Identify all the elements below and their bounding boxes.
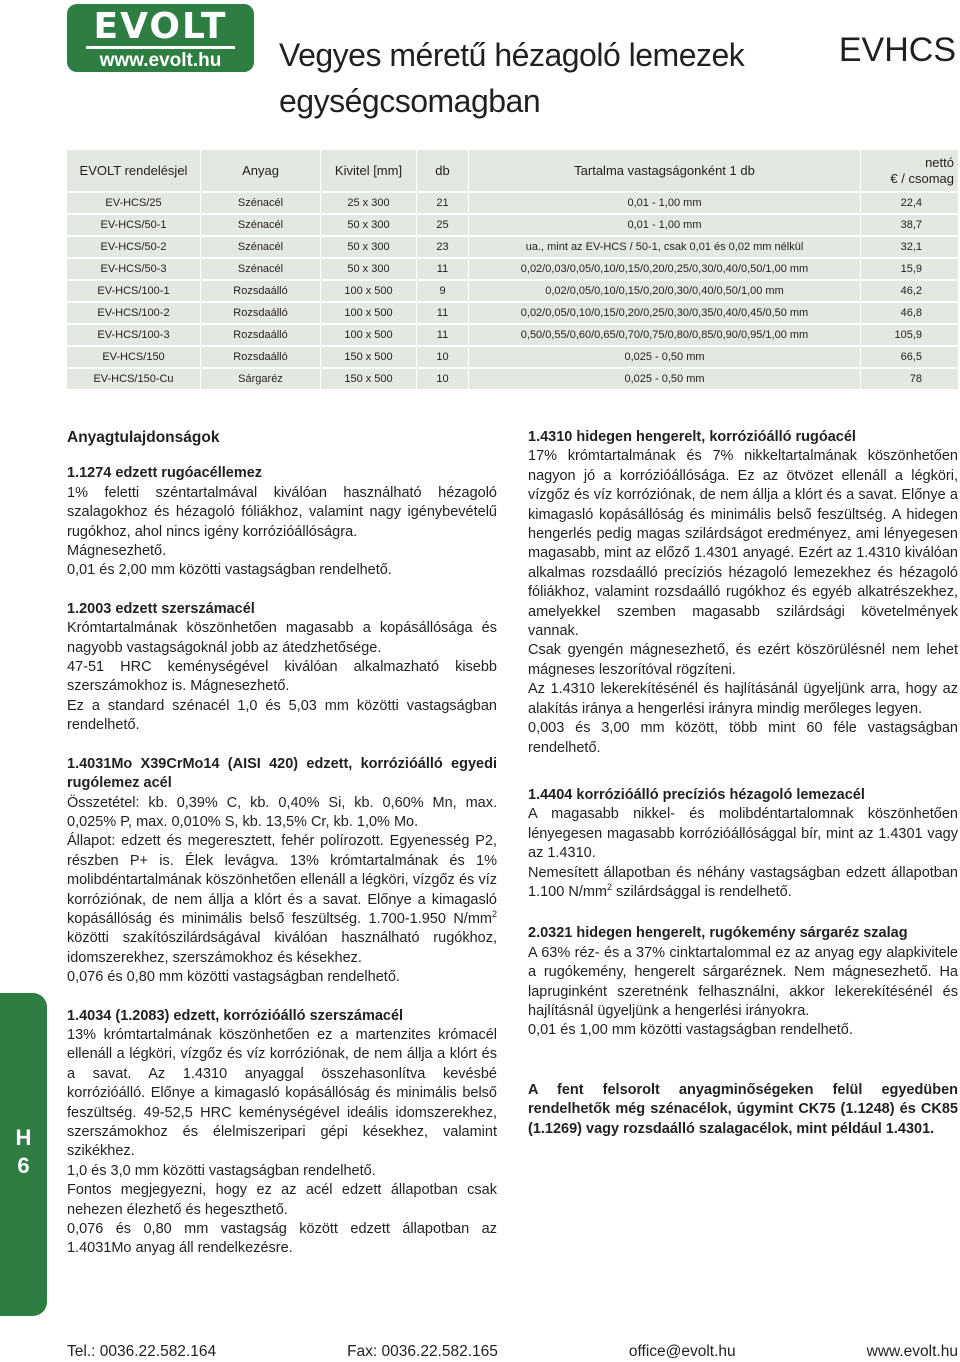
header-price-line-1: nettó: [925, 154, 954, 170]
chapter-letter: H: [15, 1125, 32, 1150]
material-4034-alt: 0,076 és 0,80 mm vastagság között edzett állapotban az 1.4031Mo anyag áll rendelkezésre.: [67, 1221, 497, 1257]
cell-material: Szénacél: [200, 259, 320, 281]
footer-fax: Fax: 0036.22.582.165: [347, 1343, 498, 1360]
material-1274-title: 1.1274 edzett rugóacéllemez: [67, 465, 263, 482]
cell-quantity: 25: [416, 215, 468, 237]
material-4404-sup: 2: [606, 882, 612, 893]
material-4404-state: [528, 864, 958, 903]
cell-price: 66,5: [860, 347, 958, 369]
material-4031-state-text: Állapot: edzett és megeresztett, fehér polírozott. Egyenesség P2, részben P+ is. Élek levágva. 13% krómtartalmának és 1% molibdéntartalmának köszönhetően ellenáll a légköri, vízgőz és víz korróziónak, de nem állja a klórt és a savat. Előnye a kimagasló kopásállóság és minimális belső feszültség. 1.700-1.950 N/mm: [67, 833, 497, 927]
material-2003-title: 1.2003 edzett szerszámacél: [67, 600, 255, 617]
cell-material: Szénacél: [200, 215, 320, 237]
cell-quantity: 11: [416, 325, 468, 347]
cell-quantity: 10: [416, 369, 468, 389]
material-2003-thickness: Ez a standard szénacél 1,0 és 5,03 mm közötti vastagságban rendelhető.: [67, 697, 497, 734]
cell-dimensions: 100 x 500: [320, 325, 416, 347]
table-row: [67, 281, 958, 303]
cell-order-code: EV-HCS/50-1: [67, 215, 200, 237]
cell-order-code: EV-HCS/100-2: [67, 303, 200, 325]
cell-quantity: 9: [416, 281, 468, 303]
material-4310-magnetic: Csak gyengén mágnesezhető, és ezért köszörülésnél nem lehet mágneses leszorítóval rögzíteni.: [528, 642, 958, 678]
cell-quantity: 23: [416, 237, 468, 259]
material-4404-state-text: Nemesített állapotban és néhány vastagságban edzett állapotban 1.100 N/mm: [528, 864, 958, 900]
evolt-logo: [67, 4, 254, 72]
material-2003-hardness: 47-51 HRC keménységével kiválóan alkalmazható kisebb szerszámokhoz is. Mágnesezhető.: [67, 659, 497, 695]
cell-material: Rozsdaálló: [200, 281, 320, 303]
cell-order-code: EV-HCS/50-2: [67, 237, 200, 259]
cell-order-code: EV-HCS/150-Cu: [93, 373, 174, 385]
table-header-row: [67, 150, 958, 193]
chapter-tab: [0, 993, 47, 1316]
header-quantity: db: [416, 150, 468, 193]
material-0321-title: 2.0321 hidegen hengerelt, rugókemény sárgaréz szalag: [528, 925, 908, 942]
cell-dimensions: 150 x 500: [320, 347, 416, 369]
cell-contents: 0,01 - 1,00 mm: [468, 193, 860, 215]
table-row: [67, 325, 958, 347]
cell-material: Rozsdaálló: [200, 347, 320, 369]
cell-quantity: 11: [416, 303, 468, 325]
cell-material: Rozsdaálló: [200, 325, 320, 347]
table-row: [67, 303, 958, 325]
material-4031-title: 1.4031Mo X39CrMo14 (AISI 420) edzett, korrózióálló egyedi rugólemez acél: [67, 755, 497, 792]
cell-order-code: EV-HCS/25: [67, 193, 200, 215]
cell-price: 78: [860, 369, 958, 389]
cell-price: 15,9: [860, 259, 958, 281]
table-row: [67, 259, 958, 281]
cell-order-code: EV-HCS/100-3: [67, 325, 200, 347]
material-4031-state: [67, 832, 497, 968]
table-row: [67, 193, 958, 215]
right-column: [528, 428, 958, 1139]
cell-dimensions: 100 x 500: [320, 303, 416, 325]
cell-price: 105,9: [860, 325, 958, 347]
material-4310-bending: Az 1.4310 lekerekítésénél és hajlításánál ügyeljünk arra, hogy az alakítás iránya a hengerlési irányra mindig merőleges legyen.: [528, 681, 958, 717]
header-order-code: EVOLT rendelésjel: [67, 150, 200, 193]
material-4034-title: 1.4034 (1.2083) edzett, korrózióálló szerszámacél: [67, 1007, 404, 1024]
cell-price: 46,8: [860, 303, 958, 325]
cell-price: 32,1: [860, 237, 958, 259]
cell-dimensions: 50 x 300: [320, 215, 416, 237]
material-4404-title: 1.4404 korrózióálló precíziós hézagoló lemezacél: [528, 786, 865, 803]
cell-dimensions: 100 x 500: [320, 281, 416, 303]
table-row: [67, 347, 958, 369]
cell-material: Szénacél: [200, 237, 320, 259]
logo-url: www.evolt.hu: [99, 50, 222, 71]
cell-material: Rozsdaálló: [200, 303, 320, 325]
cell-material: Szénacél: [200, 193, 320, 215]
material-4031-state-text-2: közötti szakítószilárdságával kiválóan használható rugókhoz, idomszerekhez, szerszámokhoz és késekhez.: [67, 930, 497, 966]
table-row: [67, 369, 958, 389]
cell-price: 38,7: [860, 215, 958, 237]
material-4404-body: A magasabb nikkel- és molibdéntartalomnak köszönhetően lényegesen magasabb korrózióállósággal bír, mint az 1.4301 vagy az 1.4310.: [528, 806, 958, 862]
header-dimensions: Kivitel [mm]: [320, 150, 416, 193]
material-4310-title: 1.4310 hidegen hengerelt, korrózióálló rugóacél: [528, 429, 856, 445]
header-price: [860, 150, 958, 193]
cell-contents: 0,50/0,55/0,60/0,65/0,70/0,75/0,80/0,85/0,90/0,95/1,00 mm: [468, 325, 860, 347]
page-title-line-1: Vegyes méretű hézagoló lemezek: [279, 37, 745, 73]
cell-material: Sárgaréz: [200, 369, 320, 389]
cell-price: 22,4: [860, 193, 958, 215]
table-row: [67, 215, 958, 237]
left-column: [67, 428, 497, 1259]
header-contents: Tartalma vastagságonként 1 db: [468, 150, 860, 193]
material-4310-thickness: 0,003 és 3,00 mm között, több mint 60 féle vastagságban rendelhető.: [528, 720, 958, 756]
footer: [67, 1343, 958, 1361]
cell-price: 46,2: [860, 281, 958, 303]
cell-order-code: EV-HCS/150: [67, 347, 200, 369]
material-1274-magnetic: Mágnesezhető.: [67, 543, 167, 560]
material-0321-thickness: 0,01 és 1,00 mm közötti vastagságban rendelhető.: [528, 1022, 853, 1039]
footer-phone: Tel.: 0036.22.582.164: [67, 1343, 217, 1360]
chapter-number: 6: [17, 1153, 30, 1178]
material-4031-sup: 2: [491, 909, 497, 920]
cell-dimensions: 50 x 300: [320, 237, 416, 259]
section-heading: Anyagtulajdonságok: [67, 429, 220, 446]
material-4034-note: Fontos megjegyezni, hogy ez az acél edzett állapotban csak nehezen élezhető és hegeszthető.: [67, 1182, 497, 1218]
material-4310-body: 17% krómtartalmának és 7% nikkeltartalmának köszönhetően nagyon jó a korrózióállósága. Ez az ötvözet ellenáll a légköri, vízgőz és víz korróziónak, de nem állja a klórt és a savat. Előnye a kimagasló kopásállóság és minimális belső feszültség. A hidegen hengerlés pedig magas szilárdságot eredményez, ami lényegesen magasabb, mint az előző 1.4301 anyagé. Ezért az 1.4310 kiválóan alkalmas rozsdaálló precíziós hézagoló lemezekhez és hézagoló fóliákhoz, valamint rozsdaálló rugókhoz és egyéb alkatrészekhez, amelyekkel szemben magasabb szilárdsági követelmények vannak.: [528, 448, 958, 640]
cell-order-code: EV-HCS/50-3: [67, 259, 200, 281]
logo-name: EVOLT: [86, 8, 236, 49]
header-price-line-2: € / csomag: [890, 170, 954, 186]
header-material: Anyag: [200, 150, 320, 193]
material-4031-composition: Összetétel: kb. 0,39% C, kb. 0,40% Si, kb. 0,60% Mn, max. 0,025% P, max. 0,010% S, kb. 13,5% Cr, kb. 1,0% Mo.: [67, 794, 497, 830]
material-4034-thickness: 1,0 és 3,0 mm közötti vastagságban rendelhető.: [67, 1162, 376, 1179]
cell-contents: 0,02/0,05/0,10/0,15/0,20/0,25/0,30/0,35/0,40/0,45/0,50 mm: [468, 303, 860, 325]
material-1274-body: 1% feletti széntartalmával kiválóan használható hézagoló szalagokhoz és hézagoló fóliákhoz, valamint nagy igénybevételű rugókhoz, ahol nincs igény korrózióállóságra.: [67, 484, 497, 540]
footer-website[interactable]: www.evolt.hu: [866, 1343, 958, 1360]
cell-quantity: 11: [416, 259, 468, 281]
product-code: EVHCS: [838, 31, 956, 69]
page-title: [279, 32, 799, 124]
cell-contents: 0,02/0,05/0,10/0,15/0,20/0,30/0,40/0,50/1,00 mm: [468, 281, 860, 303]
cell-dimensions: 50 x 300: [320, 259, 416, 281]
material-4404-state-text-2: szilárdsággal is rendelhető.: [612, 883, 792, 900]
cell-contents: ua., mint az EV-HCS / 50-1, csak 0,01 és 0,02 mm nélkül: [468, 237, 860, 259]
cell-quantity: 21: [416, 193, 468, 215]
cell-contents: 0,025 - 0,50 mm: [468, 369, 860, 389]
cell-quantity: 10: [416, 347, 468, 369]
table-row: [67, 237, 958, 259]
cell-contents: 0,025 - 0,50 mm: [468, 347, 860, 369]
material-2003-body: Krómtartalmának köszönhetően magasabb a kopásállósága és nagyobb vastagságoknál jobb az átedzhetősége.: [67, 620, 497, 656]
product-table: [67, 150, 958, 389]
material-1274-thickness: 0,01 és 2,00 mm közötti vastagságban rendelhető.: [67, 562, 392, 579]
cell-order-code: EV-HCS/100-1: [67, 281, 200, 303]
material-4031-thickness: 0,076 és 0,80 mm közötti vastagságban rendelhető.: [67, 969, 400, 986]
custom-order-note: A fent felsorolt anyagminőségeken felül egyedüben rendelhetők még szénacélok, úgymint CK75 (1.1248) és CK85 (1.1269) vagy rozsdaálló szalagacélok, mint például 1.4301.: [528, 1081, 958, 1137]
cell-dimensions: 25 x 300: [320, 193, 416, 215]
material-0321-body: A 63% réz- és a 37% cinktartalommal ez az anyag egy alapkivitele a rugókemény, hengerelt sárgaréznek. Nem mágnesezhető. Ha lapruginként szeretnénk felhasználni, akkor lekerekítésénél és hajlításnál ügyeljünk a hengerlési irányokra.: [528, 944, 958, 1019]
footer-email[interactable]: office@evolt.hu: [628, 1343, 736, 1360]
material-4034-body: 13% krómtartalmának köszönhetően ez a martenzites krómacél ellenáll a légköri, vízgőz és víz korróziónak, de nem állja a klórt és a savat. Az 1.4310 anyaggal összehasonlítva kevésbé korrózióálló. Előnye a kimagasló kopásállóság és minimális belső feszültség. 49-52,5 HRC keménységével ideális idomszerekhez, szerszámokhoz és élelmiszeripari gépi késekhez, valamint szikékhez.: [67, 1026, 497, 1160]
cell-contents: 0,02/0,03/0,05/0,10/0,15/0,20/0,25/0,30/0,40/0,50/1,00 mm: [468, 259, 860, 281]
page-title-line-2: egységcsomagban: [279, 83, 541, 119]
cell-contents: 0,01 - 1,00 mm: [468, 215, 860, 237]
cell-dimensions: 150 x 500: [320, 369, 416, 389]
